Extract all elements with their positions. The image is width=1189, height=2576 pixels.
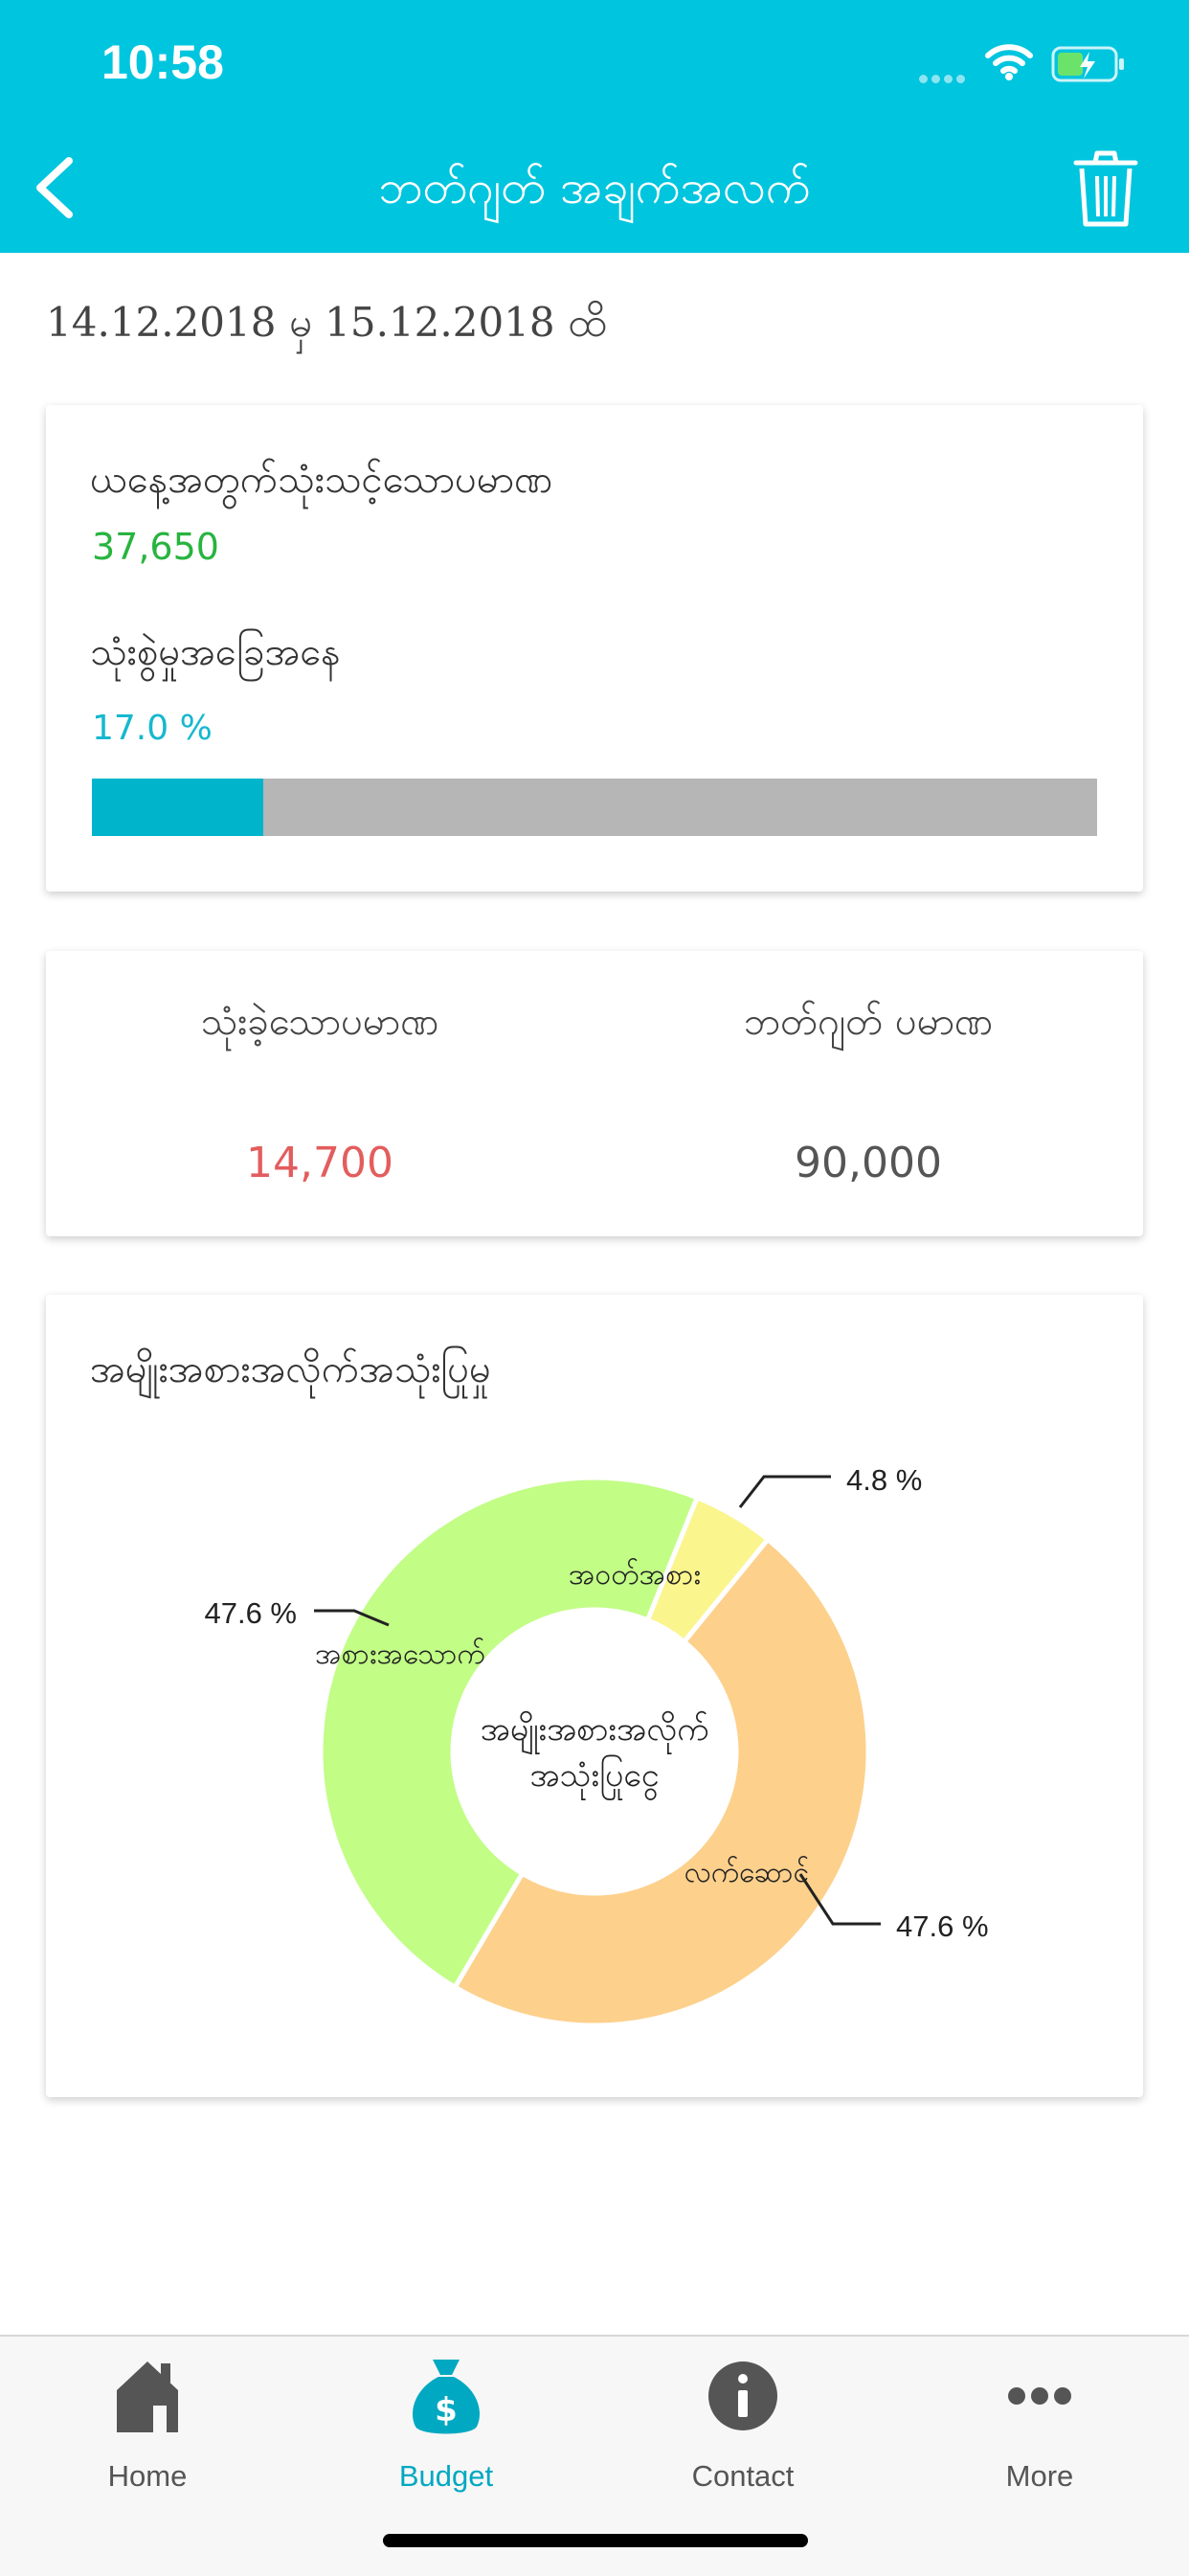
slice-percent-clothing: 4.8 % [846, 1463, 923, 1497]
date-range: 14.12.2018 မှ 15.12.2018 ထိ [46, 299, 607, 346]
usage-percent: 17.0 % [92, 709, 213, 748]
donut-center-label: အမျိုးအစားအလိုက် [480, 1710, 709, 1749]
leader-line-clothing [740, 1477, 831, 1507]
tab-budget[interactable] [350, 2354, 542, 2507]
spent-value: 14,700 [246, 1139, 393, 1187]
budget-value: 90,000 [795, 1139, 942, 1187]
home-indicator [383, 2534, 808, 2547]
category-chart-card [46, 1295, 1143, 2097]
money-bag-icon [408, 2354, 484, 2440]
slice-label-gift: လက်ဆောင် [684, 1856, 810, 1889]
daily-amount-label: ယနေ့အတွက်သုံးသင့်သောပမာဏ [90, 458, 553, 502]
home-icon [109, 2354, 186, 2440]
battery-icon [1051, 46, 1126, 84]
slice-percent-food: 47.6 % [204, 1596, 297, 1630]
chart-title: အမျိုးအစားအလိုက်အသုံးပြုမှု [90, 1347, 491, 1391]
donut-chart [46, 1295, 1143, 2097]
slice-label-clothing: အဝတ်အစား [569, 1558, 701, 1592]
slice-label-food: အစားအသောက် [315, 1638, 485, 1671]
daily-budget-card [46, 405, 1143, 892]
tab-contact[interactable] [647, 2354, 839, 2507]
tab-label-home: Home [107, 2459, 188, 2493]
daily-amount-value: 37,650 [92, 526, 219, 568]
tab-more[interactable] [944, 2354, 1135, 2507]
svg-text:$: $ [435, 2391, 458, 2429]
usage-progress-bar [92, 779, 1097, 836]
app-header [0, 0, 1189, 253]
status-time: 10:58 [101, 35, 224, 89]
wifi-icon [984, 42, 1034, 80]
signal-icon [919, 69, 969, 87]
usage-progress-fill [92, 779, 263, 836]
tab-label-contact: Contact [691, 2459, 795, 2493]
trash-icon[interactable] [1072, 149, 1139, 230]
info-icon [705, 2354, 781, 2440]
donut-center-label: အသုံးပြုငွေ [529, 1756, 660, 1795]
more-icon [1001, 2354, 1078, 2440]
spent-label: သုံးခဲ့သောပမာဏ [200, 1000, 439, 1044]
tab-label-budget: Budget [398, 2459, 494, 2493]
summary-card [46, 951, 1143, 1236]
slice-percent-gift: 47.6 % [896, 1909, 989, 1943]
budget-label: ဘတ်ဂျတ် ပမာဏ [743, 1000, 994, 1044]
donut-center [455, 1612, 734, 1891]
tab-label-more: More [1005, 2459, 1074, 2493]
usage-status-label: သုံးစွဲမှုအခြေအနေ [90, 630, 341, 674]
tab-home[interactable] [52, 2354, 243, 2507]
back-button[interactable] [27, 153, 84, 220]
page-title: ဘတ်ဂျတ် အချက်အလက် [378, 161, 811, 215]
